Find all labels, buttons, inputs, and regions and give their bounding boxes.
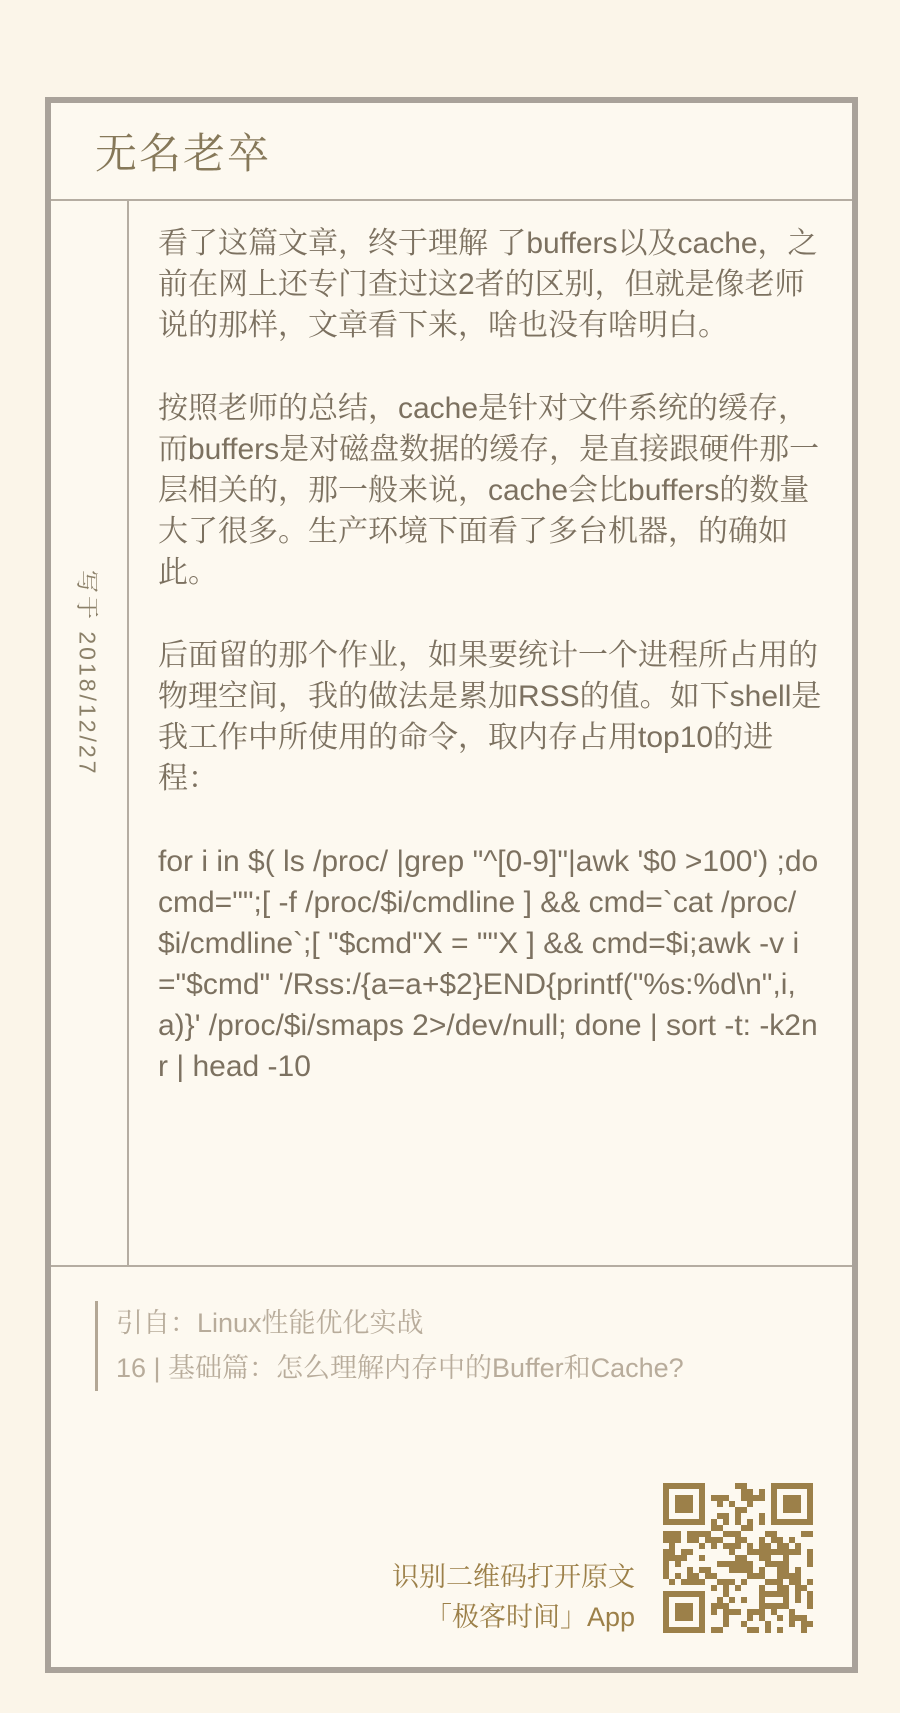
quote-article: 16 | 基础篇：怎么理解内存中的Buffer和Cache? — [116, 1353, 684, 1383]
quote-bar — [95, 1301, 98, 1391]
qr-code — [663, 1483, 813, 1633]
written-date: 写于 2018/12/27 — [74, 569, 101, 777]
comment-paragraph: 看了这篇文章，终于理解 了buffers以及cache，之前在网上还专门查过这2者的区别，但就是像老师说的那样，文章看下来，啥也没有啥明白。 — [158, 227, 818, 342]
scan-hint: 识别二维码打开原文 — [392, 1562, 635, 1592]
shell-command: for i in $( ls /proc/ |grep "^[0-9]"|awk '$0 >100') ;do cmd="";[ -f /proc/$i/cmdline ] && cmd=`cat /proc/$i/cmdline`;[ "$cmd"X = ""X ] && cmd=$i;awk -v i="$cmd" '/Rss:/{a=a+$2}END{printf("%s:%d\n",i,a)}' /proc/$i/smaps 2>/dev/null; done | sort -t: -k2nr | head -10 — [158, 845, 819, 1083]
card-footer — [51, 1301, 852, 1697]
card-header — [51, 103, 852, 201]
comment-paragraph: 按照老师的总结，cache是针对文件系统的缓存，而buffers是对磁盘数据的缓存，是直接跟硬件那一层相关的，那一般来说，cache会比buffers的数量大了很多。生产环境下面看了多台机器，的确如此。 — [158, 392, 820, 589]
date-column — [51, 201, 129, 1265]
share-card — [45, 97, 858, 1673]
app-name: 「极客时间」App — [424, 1602, 635, 1632]
qr-row — [95, 1483, 852, 1633]
comment-paragraph: 后面留的那个作业，如果要统计一个进程所占用的物理空间，我的做法是累加RSS的值。如下shell是我工作中所使用的命令，取内存占用top10的进程： — [158, 639, 822, 795]
comment-content — [129, 201, 852, 1265]
author-name: 无名老卒 — [95, 130, 272, 177]
quote-block — [95, 1301, 852, 1391]
card-body — [51, 201, 852, 1267]
quote-source: 引自：Linux性能优化实战 — [116, 1308, 424, 1338]
